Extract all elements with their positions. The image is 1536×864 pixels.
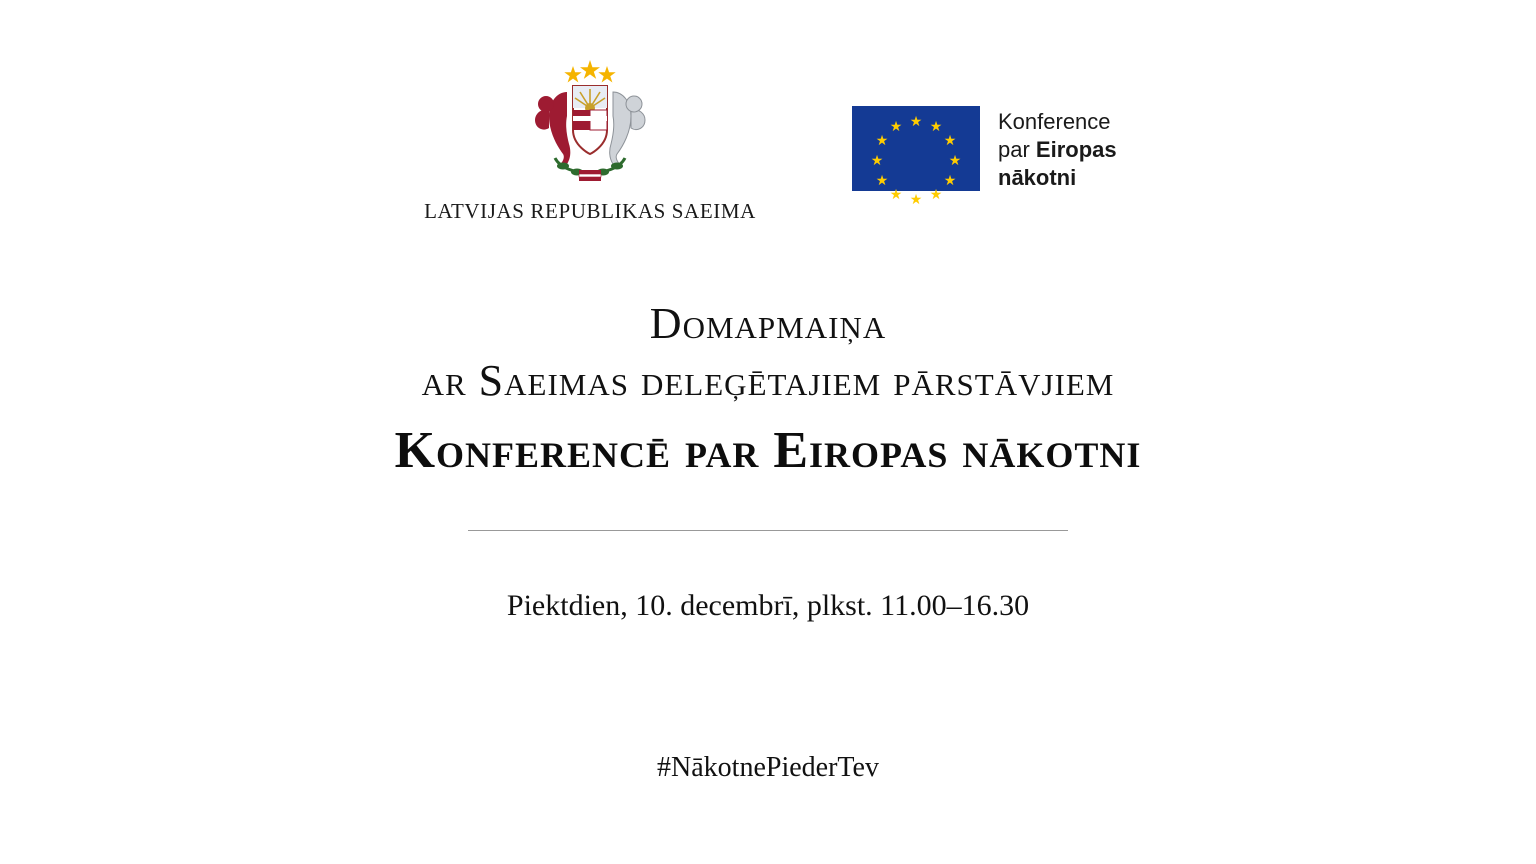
page-title-line-1: Domapmaiņa (649, 299, 887, 348)
main-content (0, 296, 1536, 623)
eu-logo-line2 (998, 136, 1117, 164)
saeima-caption: LATVIJAS REPUBLIKAS SAEIMA (424, 199, 756, 223)
page-title-line-3: Konferencē par Eiropas nākotni (394, 422, 1142, 479)
eu-conference-logo (852, 106, 1117, 208)
eu-logo-line2-prefix: par (998, 137, 1036, 162)
hashtag: #NākotnePiederTev (657, 752, 879, 783)
page-title-line-2: ar Saeimas deleģētajiem pārstāvjiem (421, 356, 1115, 405)
eu-logo-line3: nākotni (998, 165, 1077, 190)
eu-logo-text (998, 106, 1117, 192)
eu-flag-icon: ★ ★ ★ ★ ★ ★ ★ ★ ★ ★ ★ ★ (852, 106, 980, 191)
latvia-coat-of-arms-icon (505, 58, 675, 193)
saeima-logo-block (330, 58, 850, 224)
event-datetime: Piektdien, 10. decembrī, plkst. 11.00–16.30 (506, 589, 1030, 622)
divider (468, 530, 1068, 531)
eu-logo-line2-bold: Eiropas (1035, 137, 1117, 162)
eu-logo-line1: Konference (998, 109, 1111, 134)
header (0, 58, 1536, 238)
